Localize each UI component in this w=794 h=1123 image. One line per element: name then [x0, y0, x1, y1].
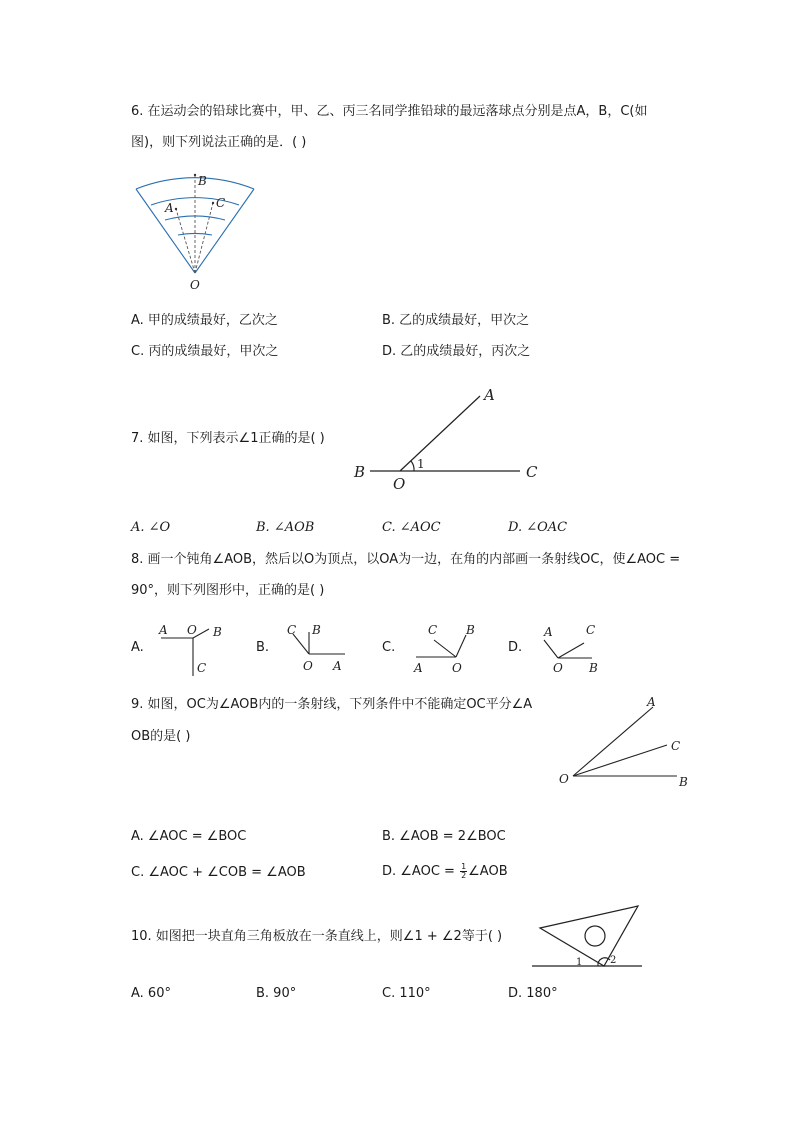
- q8-stem-line1: 8. 画一个钝角∠AOB，然后以O为顶点，以OA为一边，在角的内部画一条射线OC，使∠AOC =: [131, 552, 681, 567]
- q10-option-d[interactable]: D. 180°: [508, 986, 558, 1001]
- q9-option-d-suffix: ∠AOB: [468, 864, 508, 879]
- q8a-label-b: B: [213, 625, 222, 639]
- q8-option-b-letter[interactable]: B.: [256, 640, 270, 655]
- q10-label-angle2: 2: [610, 955, 617, 966]
- q6-figure: [130, 165, 260, 295]
- q7-label-angle1: 1: [417, 457, 425, 471]
- q6-stem-line2: 图)，则下列说法正确的是．( ): [131, 135, 307, 150]
- q7-figure: [350, 384, 550, 494]
- q7-option-d[interactable]: D. ∠OAC: [508, 520, 568, 535]
- q8b-label-a: A: [333, 659, 342, 673]
- q8c-label-a: A: [414, 661, 423, 675]
- q6-label-b: B: [198, 174, 207, 188]
- q10-label-angle1: 1: [576, 957, 583, 968]
- q8-figure-c[interactable]: [408, 620, 488, 680]
- q9-figure: [555, 690, 695, 800]
- q6-stem-line1: 6. 在运动会的铅球比赛中，甲、乙、丙三名同学推铅球的最远落球点分别是点A，B，C(如: [131, 104, 648, 119]
- q9-option-d-fraction: [460, 863, 467, 880]
- q8-figure-d[interactable]: [536, 620, 616, 680]
- q8c-label-c: C: [428, 623, 438, 637]
- q8c-label-b: B: [466, 623, 475, 637]
- q10-figure: [530, 898, 646, 972]
- q8-figure-a[interactable]: [155, 620, 235, 680]
- q8-figure-b[interactable]: [283, 620, 363, 680]
- q8c-label-o: O: [452, 661, 462, 675]
- q8-option-a-letter[interactable]: A.: [131, 640, 144, 655]
- q8a-label-c: C: [197, 661, 207, 675]
- q7-label-c: C: [526, 463, 538, 481]
- q9-stem-line1: 9. 如图，OC为∠AOB内的一条射线，下列条件中不能确定OC平分∠A: [131, 697, 533, 712]
- q6-option-a[interactable]: A. 甲的成绩最好，乙次之: [131, 313, 278, 328]
- q7-option-b[interactable]: B. ∠AOB: [256, 520, 315, 535]
- q6-option-c[interactable]: C. 丙的成绩最好，甲次之: [131, 344, 279, 359]
- q7-label-a: A: [484, 386, 495, 404]
- q6-label-c: C: [216, 196, 226, 210]
- q7-label-b: B: [354, 463, 366, 481]
- q10-option-c[interactable]: C. 110°: [382, 986, 431, 1001]
- q9-label-b: B: [679, 775, 688, 789]
- q8a-label-o: O: [187, 623, 197, 637]
- q10-stem: 10. 如图把一块直角三角板放在一条直线上，则∠1 + ∠2等于( ): [131, 929, 503, 944]
- q8b-label-c: C: [287, 623, 297, 637]
- q8b-label-b: B: [312, 623, 321, 637]
- q10-option-a[interactable]: A. 60°: [131, 986, 171, 1001]
- q9-label-o: O: [559, 772, 569, 786]
- q10-option-b[interactable]: B. 90°: [256, 986, 297, 1001]
- q6-option-b[interactable]: B. 乙的成绩最好，甲次之: [382, 313, 530, 328]
- q8b-label-o: O: [303, 659, 313, 673]
- q6-label-o: O: [190, 278, 200, 292]
- q6-label-a: A: [165, 201, 174, 215]
- q8a-label-a: A: [159, 623, 168, 637]
- q7-label-o: O: [393, 475, 406, 493]
- fraction-numerator: 1: [461, 862, 467, 871]
- q7-option-c[interactable]: C. ∠AOC: [382, 520, 441, 535]
- q9-option-d-prefix: D. ∠AOC =: [382, 864, 460, 879]
- q8-option-d-letter[interactable]: D.: [508, 640, 523, 655]
- q9-label-a: A: [647, 695, 656, 709]
- q9-label-c: C: [671, 739, 681, 753]
- q8-option-c-letter[interactable]: C.: [382, 640, 396, 655]
- q8d-label-c: C: [586, 623, 596, 637]
- q9-stem-line2: OB的是( ): [131, 729, 191, 744]
- q9-option-a[interactable]: A. ∠AOC = ∠BOC: [131, 829, 247, 844]
- q9-option-b[interactable]: B. ∠AOB = 2∠BOC: [382, 829, 506, 844]
- q8d-label-a: A: [544, 625, 553, 639]
- q7-stem: 7. 如图，下列表示∠1正确的是( ): [131, 431, 325, 446]
- q8-stem-line2: 90°，则下列图形中，正确的是( ): [131, 583, 325, 598]
- q9-option-c[interactable]: C. ∠AOC + ∠COB = ∠AOB: [131, 865, 306, 880]
- q8d-label-o: O: [553, 661, 563, 675]
- q7-option-a[interactable]: A. ∠O: [131, 520, 171, 535]
- q6-option-d[interactable]: D. 乙的成绩最好，丙次之: [382, 344, 531, 359]
- q8d-label-b: B: [589, 661, 598, 675]
- q9-option-d[interactable]: [382, 858, 508, 886]
- fraction-denominator: 2: [461, 871, 467, 880]
